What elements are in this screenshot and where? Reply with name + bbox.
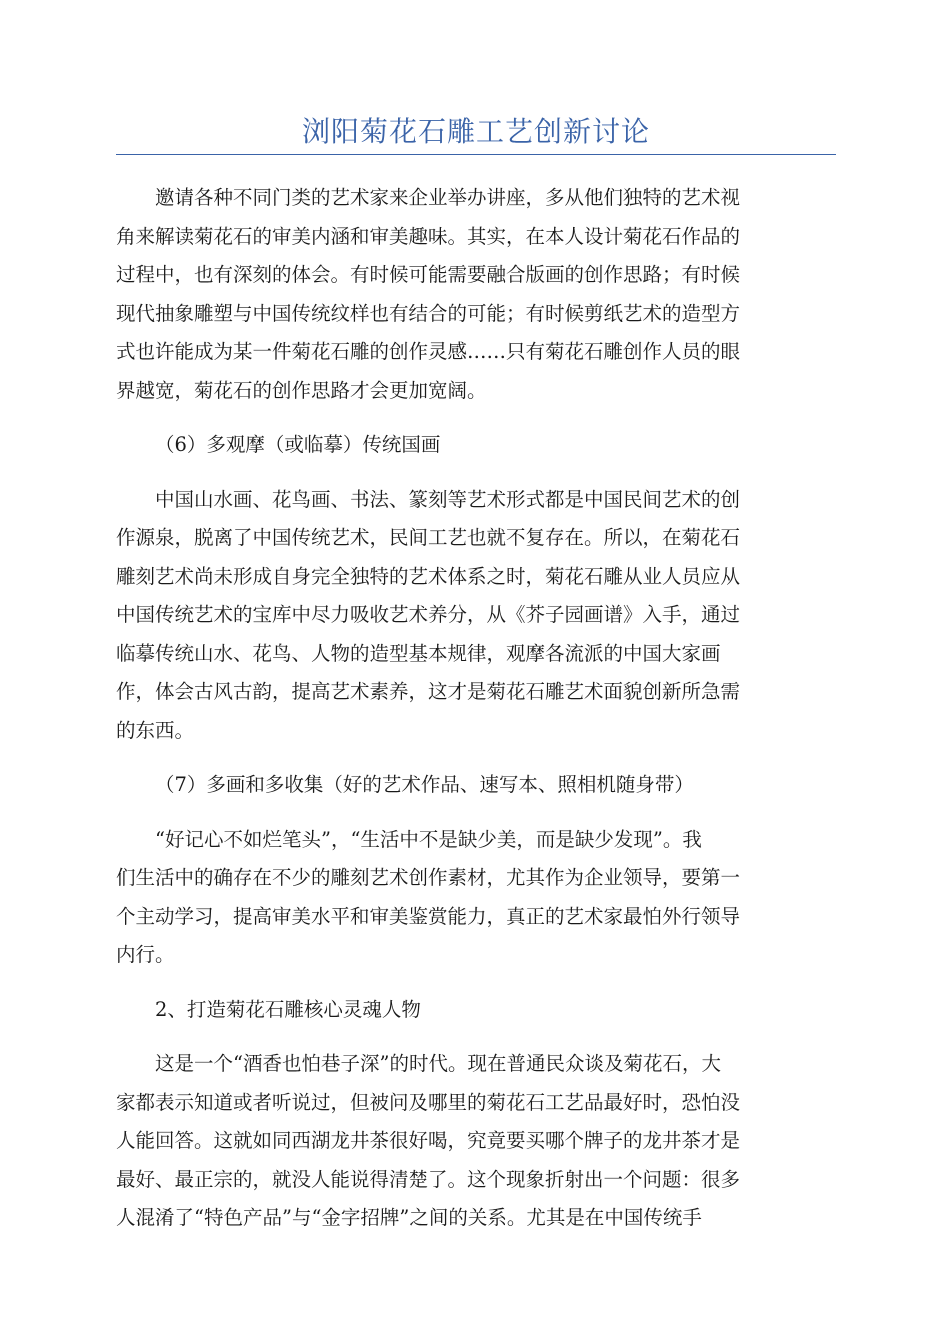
paragraph-line: 人混淆了“特色产品”与“金字招牌”之间的关系。尤其是在中国传统手 — [116, 1206, 702, 1229]
paragraph-line: 作源泉，脱离了中国传统艺术，民间工艺也就不复存在。所以，在菊花石 — [116, 526, 741, 549]
paragraph-line: 人能回答。这就如同西湖龙井茶很好喝，究竟要买哪个牌子的龙井茶才是 — [116, 1129, 741, 1152]
paragraph-line: 式也许能成为某一件菊花石雕的创作灵感……只有菊花石雕创作人员的眼 — [116, 340, 741, 363]
paragraph-line: 这是一个“酒香也怕巷子深”的时代。现在普通民众谈及菊花石，大 — [155, 1052, 721, 1075]
paragraph-line: 界越宽，菊花石的创作思路才会更加宽阔。 — [116, 378, 487, 402]
paragraph-line: 中国传统艺术的宝库中尽力吸收艺术养分，从《芥子园画谱》入手，通过 — [116, 603, 741, 626]
paragraph-line: 中国山水画、花鸟画、书法、篆刻等艺术形式都是中国民间艺术的创 — [155, 487, 741, 511]
section-heading-6: （6）多观摩（或临摹）传统国画 — [155, 433, 441, 456]
paragraph-line: 内行。 — [116, 943, 175, 966]
paragraph-line: 家都表示知道或者听说过，但被问及哪里的菊花石工艺品最好时，恐怕没 — [116, 1090, 741, 1114]
paragraph-line: 过程中，也有深刻的体会。有时候可能需要融合版画的创作思路；有时候 — [116, 263, 741, 286]
paragraph-line: 邀请各种不同门类的艺术家来企业举办讲座，多从他们独特的艺术视 — [155, 186, 741, 209]
paragraph-brand-era — [116, 1045, 836, 1238]
paragraph-collect-material — [116, 821, 836, 975]
paragraph-lecture-invitation — [116, 179, 836, 410]
section-heading-2: 2、打造菊花石雕核心灵魂人物 — [155, 997, 421, 1021]
paragraph-traditional-painting — [116, 481, 836, 751]
document-title: 浏阳菊花石雕工艺创新讨论 — [301, 115, 650, 148]
paragraph-line: 雕刻艺术尚未形成自身完全独特的艺术体系之时，菊花石雕从业人员应从 — [116, 564, 741, 588]
paragraph-line: 的东西。 — [116, 718, 195, 742]
paragraph-line: 最好、最正宗的，就没人能说得清楚了。这个现象折射出一个问题：很多 — [116, 1167, 741, 1191]
paragraph-line: 们生活中的确存在不少的雕刻艺术创作素材，尤其作为企业领导，要第一 — [116, 866, 741, 889]
paragraph-line: 临摹传统山水、花鸟、人物的造型基本规律，观摩各流派的中国大家画 — [116, 641, 721, 665]
paragraph-line: 现代抽象雕塑与中国传统纹样也有结合的可能；有时候剪纸艺术的造型方 — [116, 301, 741, 325]
paragraph-line: 角来解读菊花石的审美内涵和审美趣味。其实，在本人设计菊花石作品的 — [116, 224, 741, 248]
title-underline — [116, 154, 836, 155]
document-body — [116, 179, 836, 1254]
paragraph-line: 作，体会古风古韵，提高艺术素养，这才是菊花石雕艺术面貌创新所急需 — [116, 680, 741, 703]
paragraph-line: “好记心不如烂笔头”，“生活中不是缺少美，而是缺少发现”。我 — [155, 827, 702, 851]
paragraph-line: 个主动学习，提高审美水平和审美鉴赏能力，真正的艺术家最怕外行领导 — [116, 904, 741, 928]
section-heading-7: （7）多画和多收集（好的艺术作品、速写本、照相机随身带） — [155, 773, 694, 796]
